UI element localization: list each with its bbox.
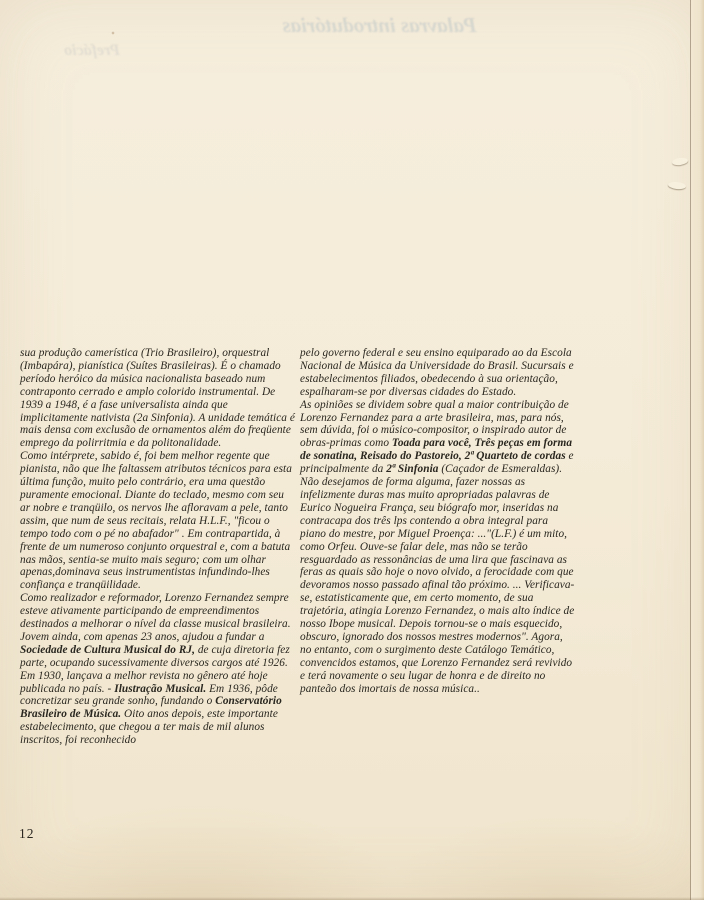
paper-speck bbox=[672, 157, 689, 166]
bold-text-run: Sociedade de Cultura Musical do RJ, bbox=[20, 643, 195, 656]
paragraph bbox=[20, 450, 296, 592]
page-edge-line bbox=[690, 0, 691, 900]
bold-text-run: Ilustração Musical. bbox=[114, 682, 207, 695]
page-number: 12 bbox=[19, 826, 35, 841]
bold-text-run: 2ª Sinfonia bbox=[386, 463, 439, 476]
text-run: Oito anos depois, este importante estabelecimento, que chegou a ter mais de mil alunos inscritos, foi reconhecido bbox=[20, 708, 278, 747]
column-right bbox=[300, 347, 576, 747]
text-run: sua produção camerística (Trio Brasileiro), orquestral (Imbapára), pianística (Suítes Brasileiras). É o chamado período heróico da música nacionalista baseado num contraponto cerrado e amplo colorido instrumental. De 1939 a 1948, é a fase universalista ainda que implicitamente nativista (2a Sinfonia). A unidade temática é mais densa com exclusão de ornamentos além do freqüente emprego da polirritmia e da politonalidade. bbox=[20, 347, 295, 450]
bleed-through-text-left: Prefácio bbox=[64, 42, 120, 59]
paragraph bbox=[20, 347, 296, 450]
text-run: de cuja diretoria fez parte, ocupando sucessivamente diversos cargos até 1926. Em 1930, lançava a melhor revista no gênero até hoje publicada no país. - bbox=[20, 643, 290, 695]
paper-speck bbox=[668, 181, 687, 190]
paragraph bbox=[20, 592, 296, 747]
column-left bbox=[20, 347, 296, 747]
page-edge-strip bbox=[691, 0, 704, 900]
text-run: pelo governo federal e seu ensino equiparado ao da Escola Nacional de Música da Universidade do Brasil. Sucursais e estabelecimentos filiados, obedecendo à sua orientação, espalharam-se por diversas cidades do Estado. bbox=[300, 347, 574, 398]
text-run: Como intérprete, sabido é, foi bem melhor regente que pianista, não que lhe faltassem atributos técnicos para esta última função, muito pelo contrário, era uma questão puramente emocional. Diante do teclado, mesmo com seu ar nobre e tranqüilo, os nervos lhe afloravam a pele, tanto assim, que num de seus recitais, relata H.L.F., "ficou o tempo todo com o pé no abafador" . Em contrapartida, à frente de um numeroso conjunto orquestral e, com a batuta nas mãos, sentia-se muito mais seguro; com um olhar apenas,dominava seus instrumentistas infundindo-lhes confiança e tranqüilidade. bbox=[20, 450, 292, 592]
text-run: Não desejamos de forma alguma, fazer nossas as infelizmente duras mas muito apropriadas palavras de Eurico Nogueira França, seu biógrafo mor, inseridas na contracapa dos três lps contendo a obra integral para piano do mestre, por Miguel Proença: ..."(L.F.) é um mito, como Orfeu. Ouve-se falar dele, mas não se terão resguardado as ressonâncias de uma lira que fascinava as feras as quais são hoje o novo olvido, a ferocidade com que devoramos nosso passado afinal tão próximo. ... Verificava-se, estatisticamente que, em certo momento, de sua trajetória, atingia Lorenzo Fernandez, o mais alto índice de nosso Ibope musical. Depois tornou-se o mais esquecido, obscuro, ignorado dos nossos mestres modernos". Agora, no entanto, com o surgimento deste Catálogo Temático, convencidos estamos, que Lorenzo Fernandez será revivido e terá novamente o seu lugar de honra e de direito no panteão dos imortais de nossa música.. bbox=[300, 476, 575, 695]
paragraph bbox=[300, 476, 576, 695]
bold-text-run: Conservatório Brasileiro de Música. bbox=[20, 695, 282, 721]
bleed-through-text-right: Palavras introdutórias bbox=[282, 13, 477, 37]
paragraph bbox=[300, 347, 576, 399]
text-columns bbox=[20, 347, 576, 747]
text-run: Em 1936, pôde concretizar seu grande sonho, fundando o bbox=[20, 682, 278, 708]
bold-text-run: Toada para você, Três peças em forma de sonatina, Reisado do Pastoreio, 2ª Quarteto de cordas bbox=[300, 437, 573, 463]
text-run: e principalmente da bbox=[300, 450, 574, 476]
text-run: (Caçador de Esmeraldas). bbox=[438, 463, 563, 476]
text-run: Como realizador e reformador, Lorenzo Fernandez sempre esteve ativamente participando de empreendimentos destinados a melhorar o nível da classe musical brasileira. Jovem ainda, com apenas 23 anos, ajudou a fundar a bbox=[20, 592, 291, 643]
paragraph bbox=[300, 399, 576, 476]
text-run: As opiniões se dividem sobre qual a maior contribuição de Lorenzo Fernandez para a arte brasileira, mas, para nós, sem dúvida, foi o músico-compositor, o inspirado autor de obras-primas como bbox=[300, 398, 569, 450]
